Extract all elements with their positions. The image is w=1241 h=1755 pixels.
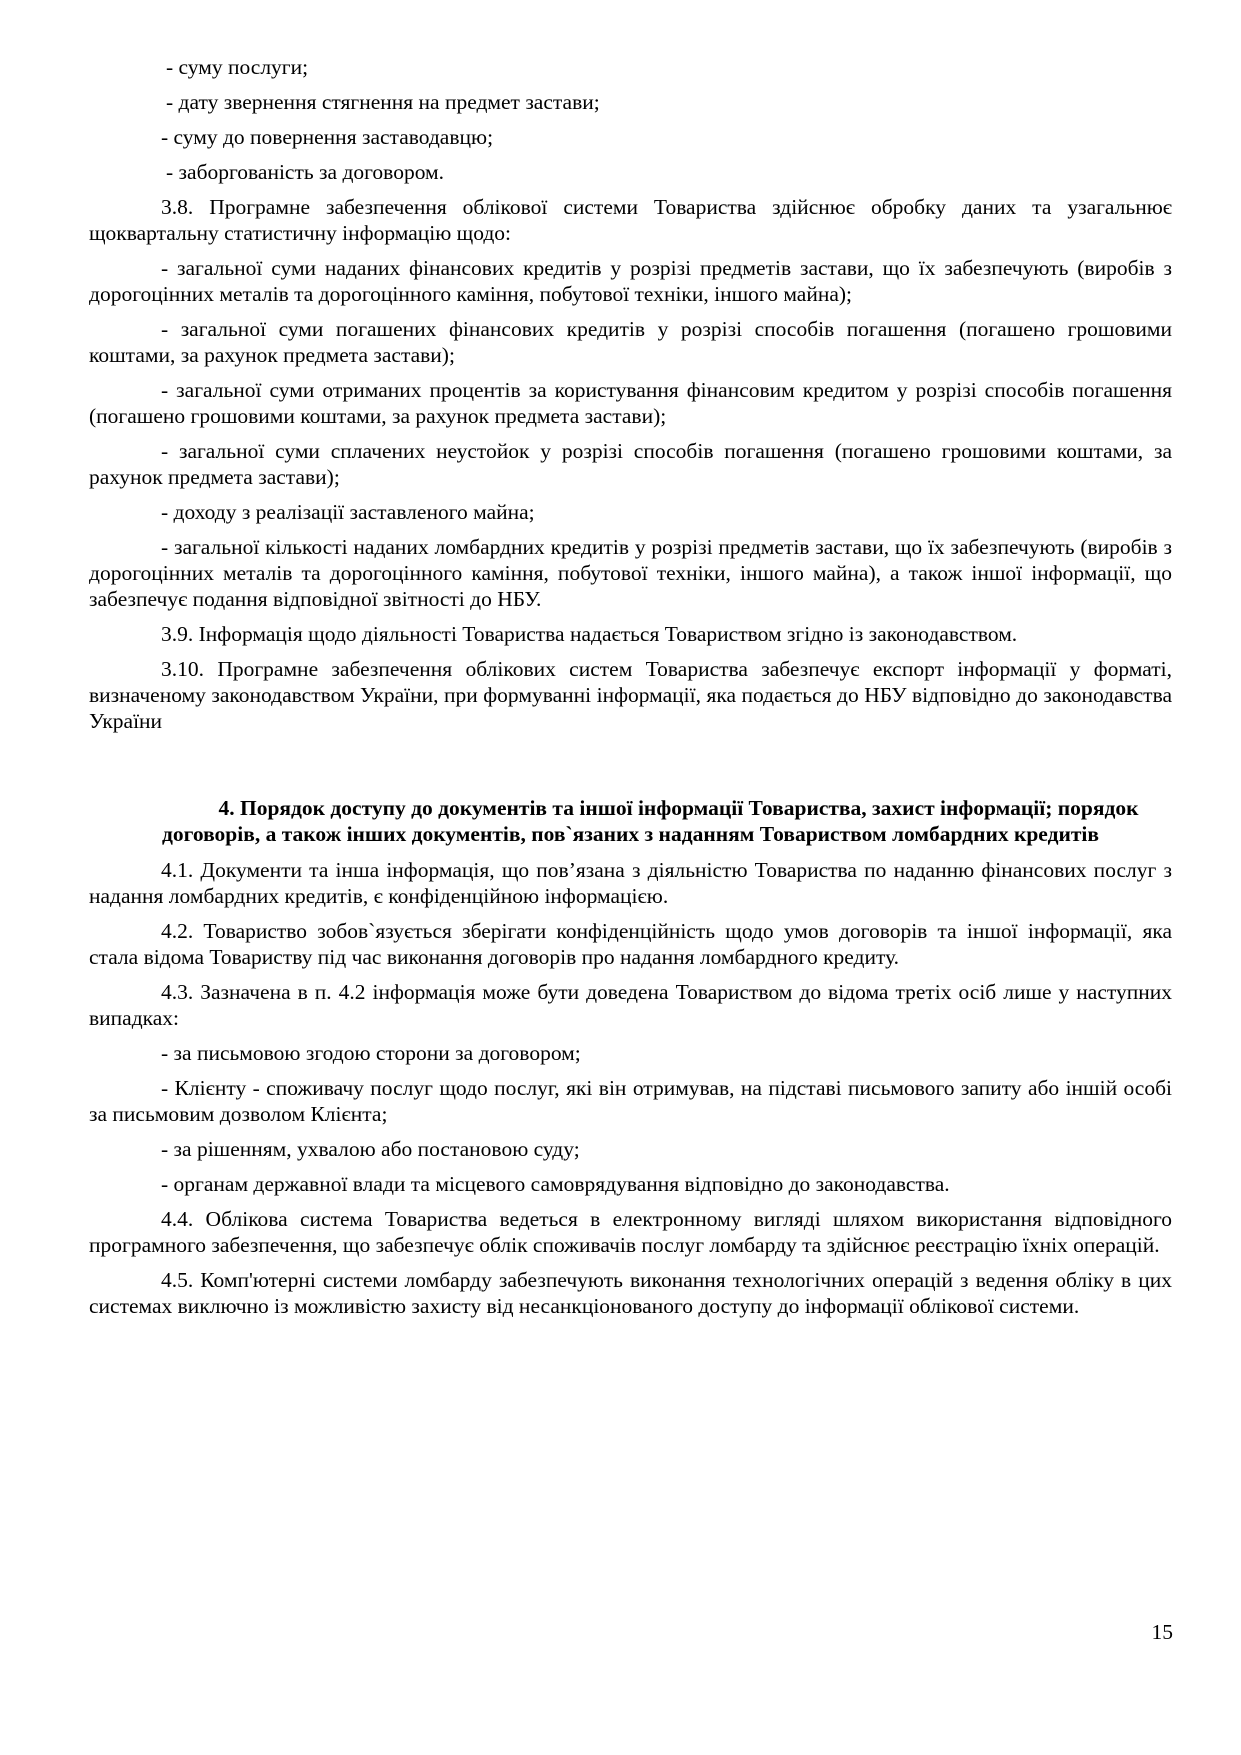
list-item: - доходу з реалізації заставленого майна; <box>161 500 535 524</box>
document-body <box>89 54 1172 1328</box>
paragraph: 3.9. Інформація щодо діяльності Товариства надається Товариством згідно із законодавством. <box>161 622 1018 646</box>
list-item: - суму послуги; <box>166 55 309 79</box>
list-item: - суму до повернення заставодавцю; <box>161 125 494 149</box>
paragraph: 3.8. Програмне забезпечення облікової системи Товариства здійснює обробку даних та узагальнює щоквартальну статистичну інформацію щодо: <box>89 195 1172 245</box>
list-item: - за письмовою згодою сторони за договором; <box>161 1041 581 1065</box>
section-spacer <box>89 743 1172 795</box>
paragraph: 4.5. Комп'ютерні системи ломбарду забезпечують виконання технологічних операцій з ведення обліку в цих системах виключно із можливістю захисту від несанкціонованого доступу до інформації облікової системи. <box>89 1268 1172 1318</box>
list-item: - загальної кількості наданих ломбардних кредитів у розрізі предметів застави, що їх забезпечують (виробів з дорогоцінних металів та дорогоцінного каміння, побутової техніки, іншого майна), а також іншої інформації, що забезпечує подання відповідної звітності до НБУ. <box>89 535 1172 611</box>
list-item: - заборгованість за договором. <box>166 160 445 184</box>
list-item: - за рішенням, ухвалою або постановою суду; <box>161 1137 580 1161</box>
list-item: - дату звернення стягнення на предмет застави; <box>166 90 600 114</box>
page-number: 15 <box>1151 1620 1173 1644</box>
list-item: - загальної суми отриманих процентів за користування фінансовим кредитом у розрізі способів погашення (погашено грошовими коштами, за рахунок предмета застави); <box>89 378 1172 428</box>
paragraph: 3.10. Програмне забезпечення облікових систем Товариства забезпечує експорт інформації у форматі, визначеному законодавством України, при формуванні інформації, яка подається до НБУ відповідно до законодавства України <box>89 657 1172 733</box>
paragraph: 4.2. Товариство зобов`язується зберігати конфіденційність щодо умов договорів та іншої інформації, яка стала відома Товариству під час виконання договорів про надання ломбардного кредиту. <box>89 919 1172 969</box>
list-item: - загальної суми погашених фінансових кредитів у розрізі способів погашення (погашено грошовими коштами, за рахунок предмета застави); <box>89 317 1172 367</box>
list-item: - загальної суми сплачених неустойок у розрізі способів погашення (погашено грошовими коштами, за рахунок предмета застави); <box>89 439 1172 489</box>
paragraph: 4.3. Зазначена в п. 4.2 інформація може бути доведена Товариством до відома третіх осіб лише у наступних випадках: <box>89 980 1172 1030</box>
list-item: - органам державної влади та місцевого самоврядування відповідно до законодавства. <box>161 1172 950 1196</box>
section-heading: 4. Порядок доступу до документів та іншої інформації Товариства, захист інформації; порядок договорів, а також інших документів, пов`язаних з наданням Товариством ломбардних кредитів <box>162 796 1139 846</box>
paragraph: 4.1. Документи та інша інформація, що пов’язана з діяльністю Товариства по наданню фінансових послуг з надання ломбардних кредитів, є конфіденційною інформацією. <box>89 858 1172 908</box>
paragraph: 4.4. Облікова система Товариства ведеться в електронному вигляді шляхом використання відповідного програмного забезпечення, що забезпечує облік споживачів послуг ломбарду та здійснює реєстрацію їхніх операцій. <box>89 1207 1172 1257</box>
list-item: - Клієнту - споживачу послуг щодо послуг, які він отримував, на підставі письмового запиту або іншій особі за письмовим дозволом Клієнта; <box>89 1076 1172 1126</box>
list-item: - загальної суми наданих фінансових кредитів у розрізі предметів застави, що їх забезпечують (виробів з дорогоцінних металів та дорогоцінного каміння, побутової техніки, іншого майна); <box>89 256 1172 306</box>
